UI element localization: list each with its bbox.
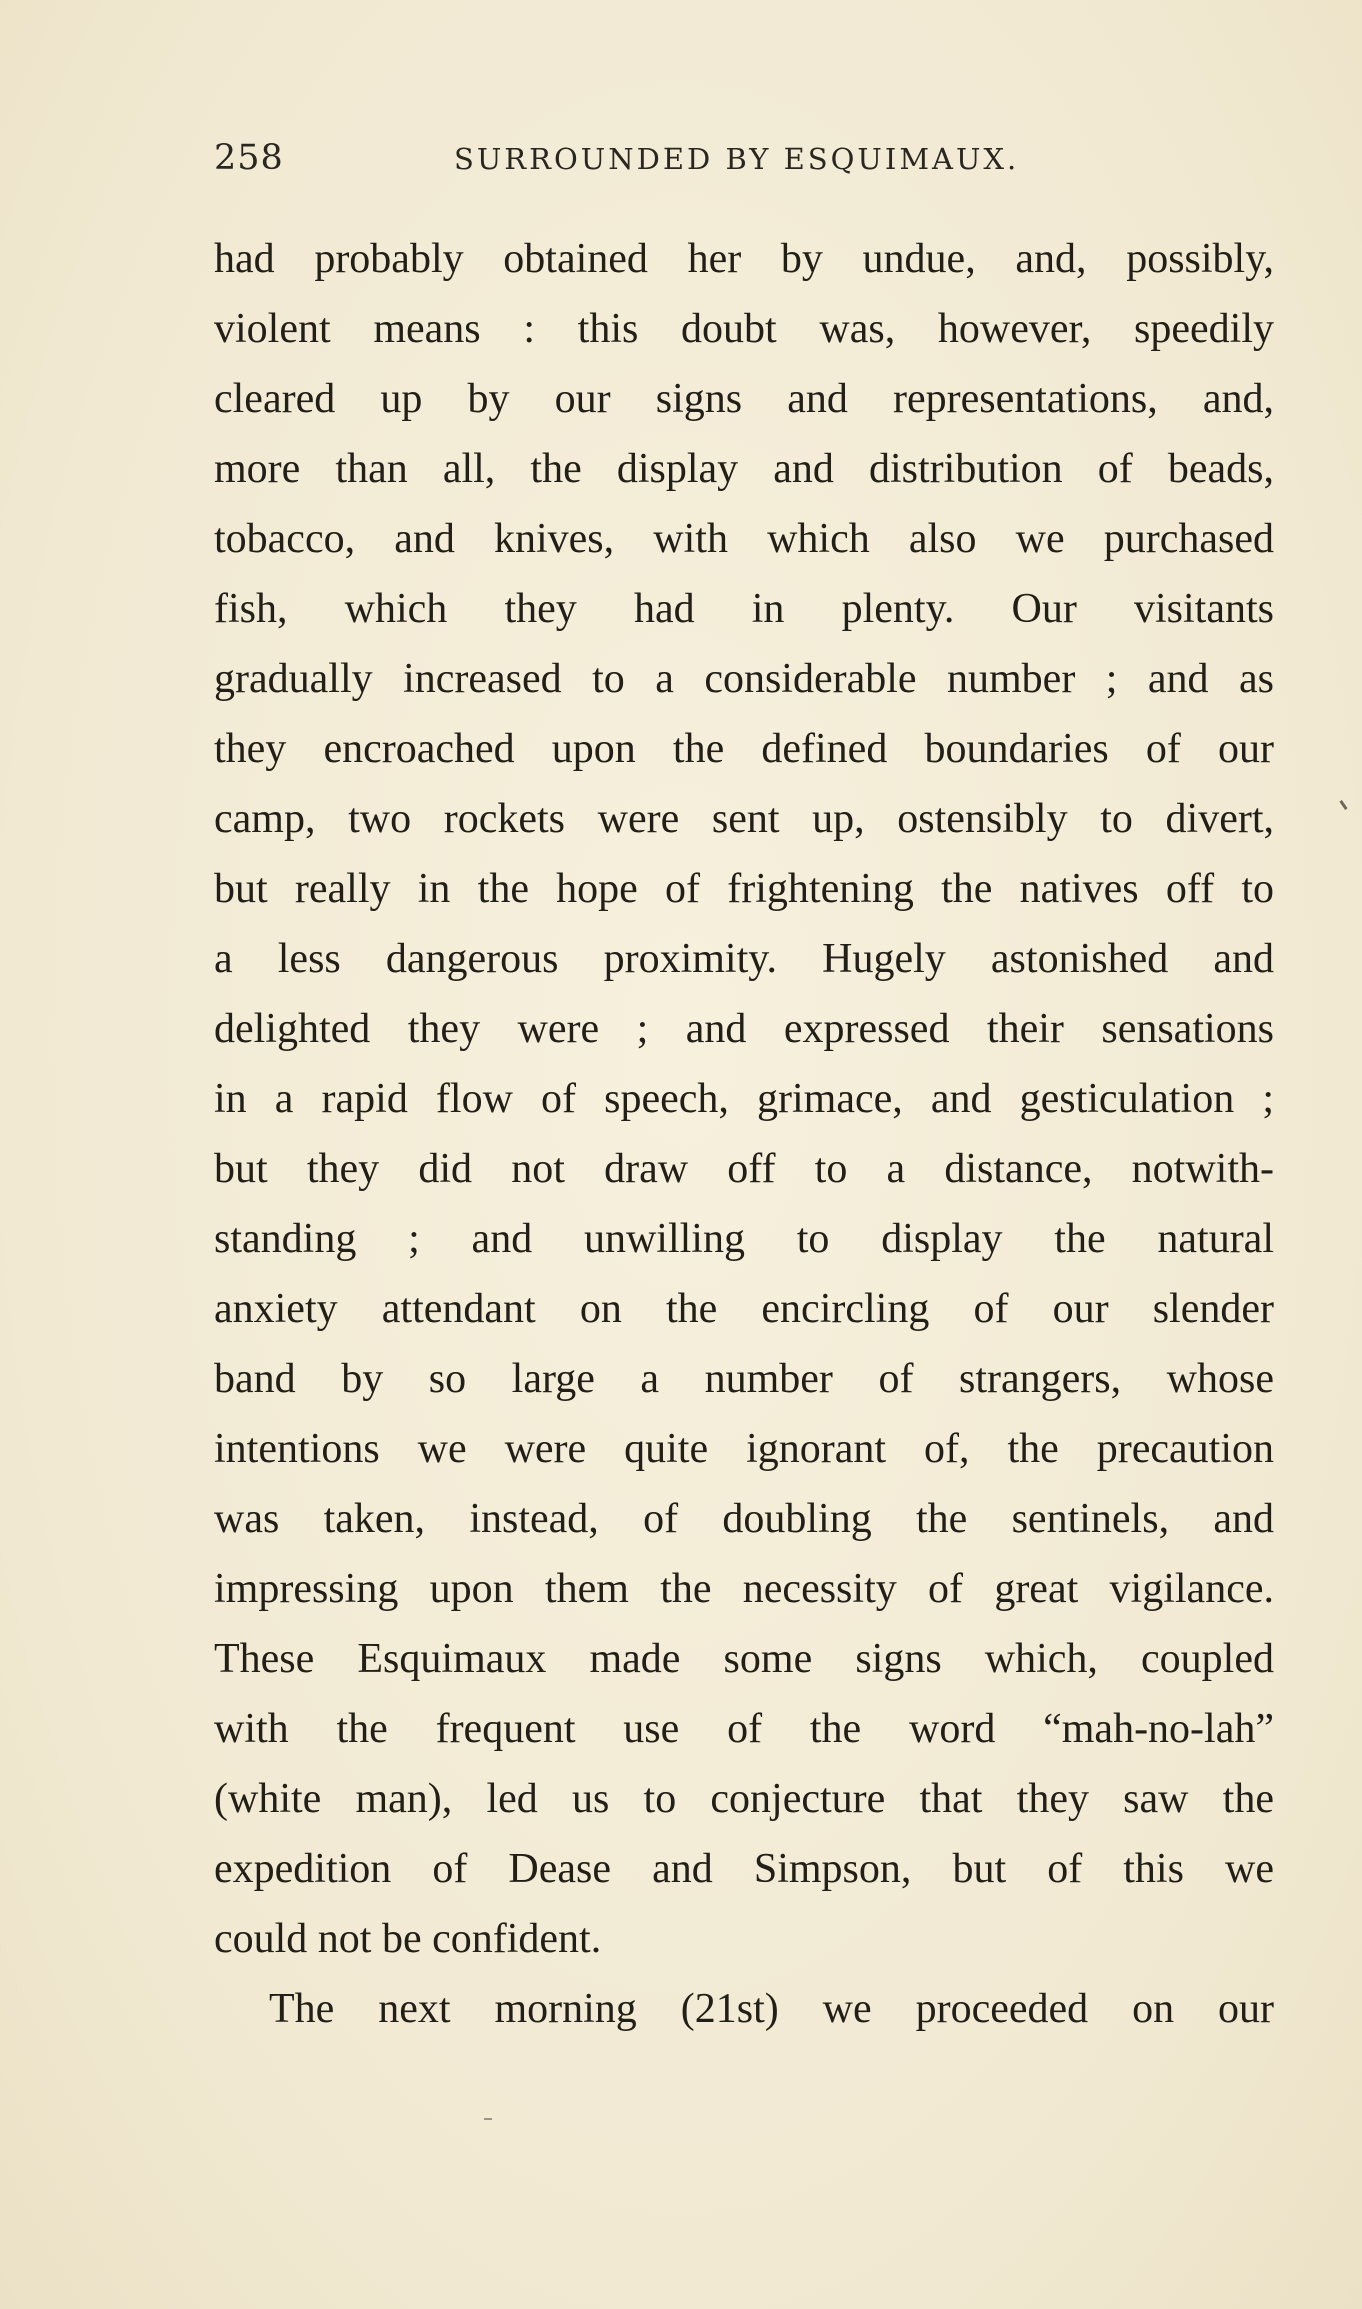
text-line: anxiety attendant on the encircling of our slender [214, 1286, 1274, 1332]
text-line: violent means : this doubt was, however, speedily [214, 306, 1274, 352]
text-line: cleared up by our signs and representations, and, [214, 376, 1274, 422]
text-line: intentions we were quite ignorant of, the precaution [214, 1426, 1274, 1472]
print-speck [484, 2118, 492, 2120]
text-line: a less dangerous proximity. Hugely astonished and [214, 936, 1274, 982]
text-line: expedition of Dease and Simpson, but of this we [214, 1846, 1274, 1892]
text-line: tobacco, and knives, with which also we purchased [214, 516, 1274, 562]
text-line: band by so large a number of strangers, whose [214, 1356, 1274, 1402]
text-line: with the frequent use of the word “mah-no-lah” [214, 1706, 1274, 1752]
running-head-title: SURROUNDED BY ESQUIMAUX. [454, 142, 1020, 176]
text-line: but they did not draw off to a distance, notwith- [214, 1146, 1274, 1192]
text-line: in a rapid flow of speech, grimace, and gesticulation ; [214, 1076, 1274, 1122]
text-line: more than all, the display and distribution of beads, [214, 446, 1274, 492]
text-line: was taken, instead, of doubling the sentinels, and [214, 1496, 1274, 1542]
page-number: 258 [214, 138, 284, 178]
text-line: but really in the hope of frightening the natives off to [214, 866, 1274, 912]
text-line: gradually increased to a considerable number ; and as [214, 656, 1274, 702]
text-line: had probably obtained her by undue, and, possibly, [214, 236, 1274, 282]
text-line: impressing upon them the necessity of great vigilance. [214, 1566, 1274, 1612]
edge-speck [1339, 800, 1347, 810]
text-line: they encroached upon the defined boundaries of our [214, 726, 1274, 772]
text-line: camp, two rockets were sent up, ostensibly to divert, [214, 796, 1274, 842]
text-line: These Esquimaux made some signs which, coupled [214, 1636, 1274, 1682]
text-line-paragraph-end: could not be confident. [214, 1916, 602, 1962]
running-head [214, 138, 1274, 188]
body-text [214, 224, 1274, 2044]
text-line: fish, which they had in plenty. Our visitants [214, 586, 1274, 632]
text-line: (white man), led us to conjecture that they saw the [214, 1776, 1274, 1822]
text-line-new-paragraph: The next morning (21st) we proceeded on our [269, 1986, 1274, 2032]
text-line: delighted they were ; and expressed their sensations [214, 1006, 1274, 1052]
text-line: standing ; and unwilling to display the natural [214, 1216, 1274, 1262]
